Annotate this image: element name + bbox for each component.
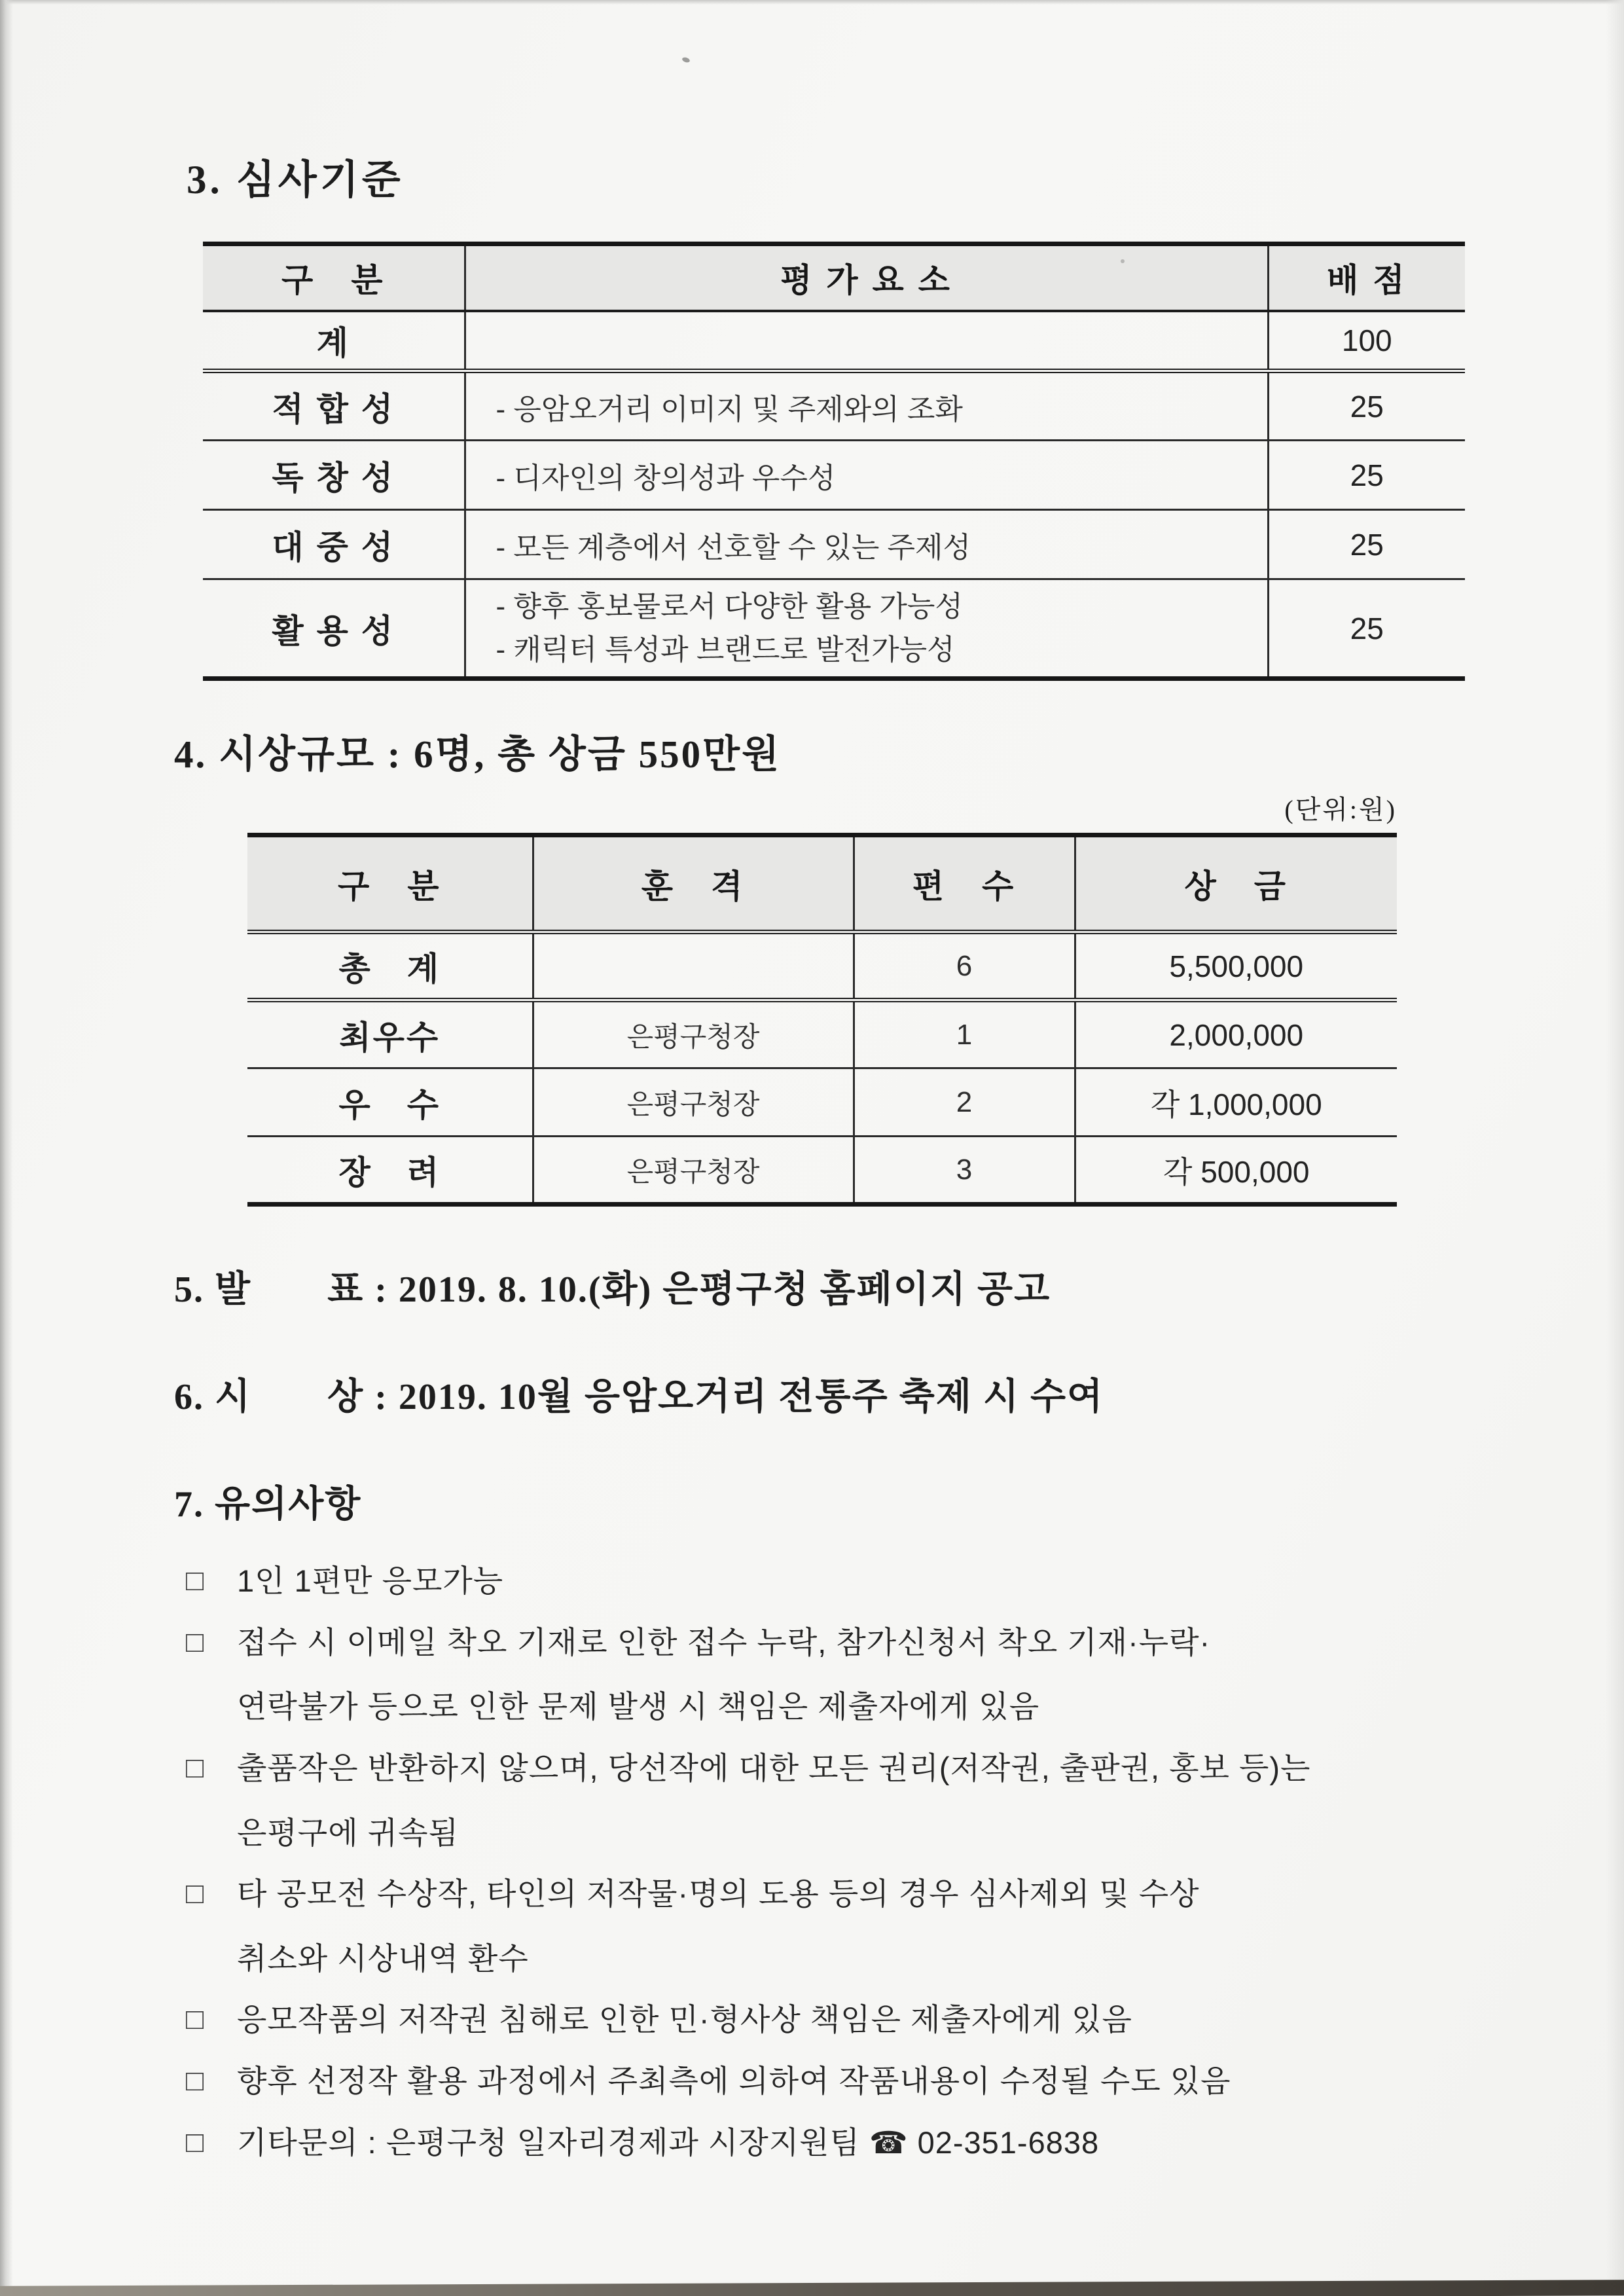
criteria-desc: - 응암오거리 이미지 및 주제와의 조화: [465, 371, 1268, 441]
list-item: [186, 1751, 1534, 1850]
checkbox-icon: □: [186, 1876, 204, 1910]
note-line-contact: 기타문의 : 은평구청 일자리경제과 시장지원팀 ☎ 02-351-6838: [237, 2124, 1100, 2160]
table2-header-row: [247, 835, 1397, 932]
checkbox-icon: □: [186, 1624, 204, 1658]
table-row: [247, 1068, 1397, 1137]
section6-award-ceremony-line: 6. 시 상 : 2019. 10월 응암오거리 전통주 축제 시 수여: [174, 1377, 1104, 1417]
table-row: [203, 510, 1465, 579]
evaluation-criteria-table: [203, 242, 1465, 681]
criteria-score: 25: [1268, 441, 1465, 510]
list-item: [186, 1877, 1534, 1976]
award-prize: 각 500,000: [1075, 1137, 1397, 1205]
section3-title: 3. 심사기준: [187, 158, 404, 202]
criteria-desc: [465, 311, 1268, 371]
criteria-label: 활 용 성: [272, 612, 395, 649]
award-scale-table: [247, 833, 1397, 1207]
criteria-desc-line2: - 캐릭터 특성과 브랜드로 발전가능성: [496, 633, 955, 666]
checkbox-icon: □: [186, 2124, 204, 2159]
table-row: [203, 579, 1465, 679]
checkbox-icon: □: [186, 2064, 204, 2097]
section5-announcement-line: 5. 발 표 : 2019. 8. 10.(화) 은평구청 홈페이지 공고: [174, 1269, 1051, 1310]
note-line: 출품작은 반환하지 않으며, 당선작에 대한 모든 권리(저작권, 출판권, 홍보 등)는: [237, 1750, 1311, 1785]
award-prize: 각 1,000,000: [1075, 1068, 1397, 1137]
table1-header-factors: 평 가 요 소: [465, 244, 1268, 311]
note-line: 향후 선정작 활용 과정에서 주최측에 의하여 작품내용이 수정될 수도 있음: [237, 2064, 1231, 2098]
table-row: [247, 1137, 1397, 1205]
award-prize: 2,000,000: [1075, 1000, 1397, 1068]
criteria-label: 대 중 성: [272, 528, 395, 566]
award-authority: 은평구청장: [533, 1068, 854, 1137]
note-line: 취소와 시상내역 환수: [237, 1941, 529, 1976]
criteria-label: 계: [316, 324, 350, 361]
award-prize: 5,500,000: [1075, 932, 1397, 1000]
section4-title: 4. 시상규모 : 6명, 총 상금 550만원: [174, 733, 782, 776]
award-count: 2: [854, 1068, 1075, 1137]
list-item: [186, 1626, 1534, 1724]
criteria-score: 25: [1268, 510, 1465, 579]
criteria-label: 독 창 성: [272, 459, 395, 496]
list-item: [186, 2064, 1534, 2099]
award-label: 우 수: [338, 1086, 441, 1123]
award-count: 3: [854, 1137, 1075, 1205]
unit-note: (단위:원): [1284, 795, 1397, 824]
table1-header-points: 배 점: [1268, 244, 1465, 311]
criteria-desc: - 디자인의 창의성과 우수성: [465, 441, 1268, 510]
scan-speck: [681, 56, 691, 63]
table-row: [203, 441, 1465, 510]
table2-header-authority: 훈 격: [533, 835, 854, 932]
scan-speck: [1121, 259, 1125, 263]
award-label: 최우수: [339, 1019, 441, 1056]
table1-header-category: 구 분: [281, 262, 386, 299]
criteria-desc: [465, 579, 1268, 679]
checkbox-icon: □: [186, 2002, 204, 2036]
table1-header-row: [203, 244, 1465, 311]
note-line: 응모작품의 저작권 침해로 인한 민·형사상 책임은 제출자에게 있음: [237, 2002, 1132, 2037]
criteria-desc-line1: - 향후 홍보물로서 다양한 활용 가능성: [496, 590, 963, 623]
criteria-score: 25: [1268, 579, 1465, 679]
criteria-score: 100: [1268, 311, 1465, 371]
table-row-total: [247, 932, 1397, 1000]
note-line: 타 공모전 수상작, 타인의 저작물·명의 도용 등의 경우 심사제외 및 수상: [237, 1876, 1200, 1912]
scan-left-edge: [0, 0, 14, 2296]
criteria-desc: - 모든 계층에서 선호할 수 있는 주제성: [465, 510, 1268, 579]
table2-header-count: 편 수: [854, 835, 1075, 932]
award-authority: 은평구청장: [533, 1137, 854, 1205]
note-line: 은평구에 귀속됨: [237, 1815, 459, 1850]
criteria-score: 25: [1268, 371, 1465, 441]
award-authority: [533, 932, 854, 1000]
table2-header-prize: 상 금: [1075, 835, 1397, 932]
notes-checklist: [186, 1564, 1534, 2160]
award-count: 6: [854, 932, 1075, 1000]
scan-bottom-shadow: [0, 2280, 1624, 2296]
award-count: 1: [854, 1000, 1075, 1068]
award-label: 장 려: [338, 1154, 441, 1191]
checkbox-icon: □: [186, 1563, 204, 1597]
table2-header-category: 구 분: [337, 867, 442, 905]
checkbox-icon: □: [186, 1750, 204, 1784]
award-label: 총 계: [338, 950, 441, 987]
table-row-total: [203, 311, 1465, 371]
list-item: [186, 1564, 1534, 1599]
scan-top-edge: [0, 0, 1624, 5]
note-line: 연락불가 등으로 인한 문제 발생 시 책임은 제출자에게 있음: [237, 1689, 1040, 1724]
criteria-label: 적 합 성: [272, 390, 395, 428]
table-row: [203, 371, 1465, 441]
scan-right-edge: [1606, 0, 1624, 2296]
note-line: 접수 시 이메일 착오 기재로 인한 접수 누락, 참가신청서 착오 기재·누락·: [237, 1624, 1211, 1660]
award-authority: 은평구청장: [533, 1000, 854, 1068]
table-row: [247, 1000, 1397, 1068]
list-item: [186, 2126, 1534, 2160]
section7-title: 7. 유의사항: [174, 1484, 362, 1525]
note-line: 1인 1편만 응모가능: [237, 1563, 504, 1598]
list-item: [186, 2003, 1534, 2037]
